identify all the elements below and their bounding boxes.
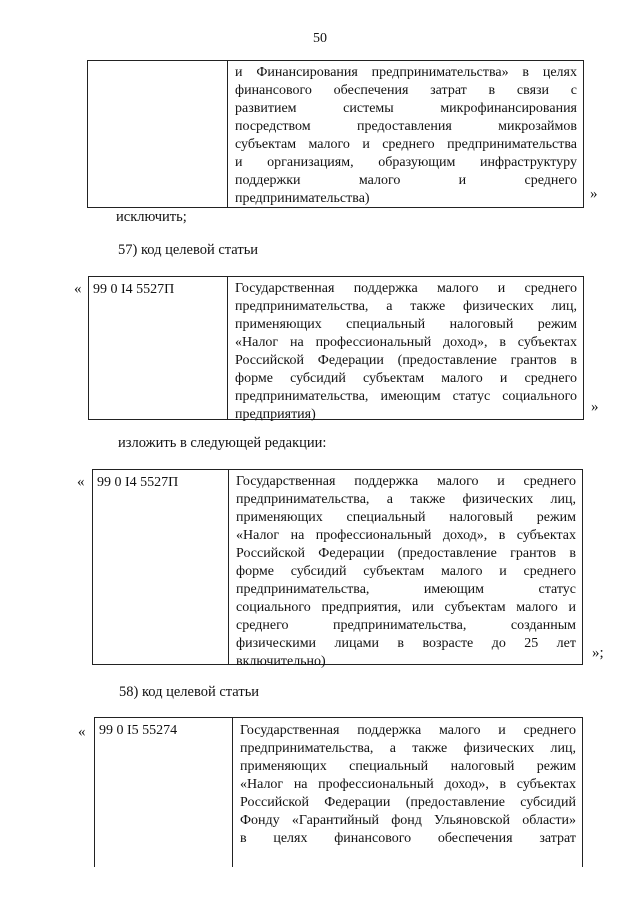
description-line: «Налог на профессиональный доход», в субъектах: [236, 528, 576, 543]
description-line: предприятия): [235, 407, 316, 422]
description-line: применяющих специальный налоговый режим: [236, 510, 576, 525]
description-line: предпринимательства, а также физических лиц,: [235, 299, 577, 314]
table-continued: [87, 60, 584, 208]
description-line: социального предприятия, или субъектам малого и: [236, 600, 576, 615]
close-quote: »;: [592, 645, 604, 661]
code-cell: 99 0 I5 55274: [95, 718, 233, 867]
description-line: Российской Федерации (предоставление грантов в: [236, 546, 576, 561]
description-line: форме субсидий субъектам малого и среднего: [235, 371, 577, 386]
description-line: и Финансирования предпринимательства» в целях: [235, 65, 577, 80]
description-line: предпринимательства): [235, 191, 370, 206]
description-line: применяющих специальный налоговый режим: [235, 317, 577, 332]
description-line: в целях финансового обеспечения затрат: [240, 831, 576, 846]
instruction-exclude: исключить;: [116, 209, 187, 225]
item-58-heading: 58) код целевой статьи: [119, 684, 260, 700]
open-quote: «: [77, 474, 85, 490]
open-quote: «: [74, 281, 82, 297]
description-line: «Налог на профессиональный доход», в субъектах: [240, 777, 576, 792]
description-line: «Налог на профессиональный доход», в субъектах: [235, 335, 577, 350]
description-line: предпринимательства, а также физических лиц,: [240, 741, 576, 756]
description-line: Государственная поддержка малого и среднего: [235, 281, 577, 296]
description-line: Фонду «Гарантийный фонд Ульяновской области»: [240, 813, 576, 828]
description-line: поддержки малого и среднего: [235, 173, 577, 188]
description-line: среднего предпринимательства, созданным: [236, 618, 576, 633]
description-line: предпринимательства, имеющим статус социального: [235, 389, 577, 404]
description-line: посредством предоставления микрозаймов: [235, 119, 577, 134]
description-cell: [228, 61, 583, 207]
description-line: субъектам малого и среднего предпринимательства: [235, 137, 577, 152]
table-item-58: [94, 717, 583, 867]
description-cell: [229, 470, 582, 669]
description-line: предпринимательства, а также физических лиц,: [236, 492, 576, 507]
description-line: развитием системы микрофинансирования: [235, 101, 577, 116]
description-line: финансового обеспечения затрат в связи с: [235, 83, 577, 98]
close-quote: »: [591, 399, 599, 415]
instruction-restate: изложить в следующей редакции:: [118, 435, 327, 451]
description-line: Российской Федерации (предоставление грантов в: [235, 353, 577, 368]
description-line: Государственная поддержка малого и среднего: [236, 474, 576, 489]
code-cell: 99 0 I4 5527П: [89, 277, 228, 419]
code-cell: 99 0 I4 5527П: [93, 470, 229, 664]
description-cell: [233, 718, 582, 867]
open-quote: «: [78, 724, 86, 740]
code-cell: [88, 61, 228, 207]
description-line: и организациям, образующим инфраструктуру: [235, 155, 577, 170]
description-cell: [228, 277, 583, 422]
description-line: физическими лицами в возрасте до 25 лет: [236, 636, 576, 651]
description-line: форме субсидий субъектам малого и среднего: [236, 564, 576, 579]
description-line: предпринимательства, имеющим статус: [236, 582, 576, 597]
table-item-57-new: [92, 469, 583, 669]
description-line: включительно): [236, 654, 326, 669]
description-line: Государственная поддержка малого и среднего: [240, 723, 576, 738]
page-number: 50: [313, 31, 327, 46]
close-quote: »: [590, 186, 598, 202]
table-item-57: [88, 276, 584, 420]
description-line: Российской Федерации (предоставление субсидий: [240, 795, 576, 810]
item-57-heading: 57) код целевой статьи: [118, 242, 259, 258]
description-line: применяющих специальный налоговый режим: [240, 759, 576, 774]
